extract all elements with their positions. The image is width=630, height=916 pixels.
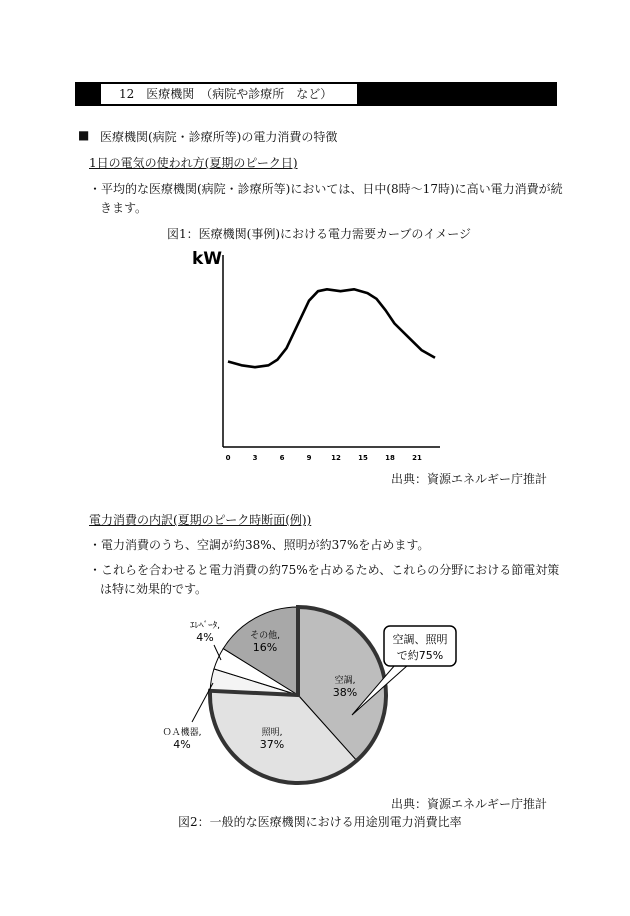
slice-label: 照明,: [261, 728, 283, 738]
callout-text: で約75%: [396, 649, 444, 662]
leader-line: [214, 645, 221, 660]
subheading-daily-usage: 1日の電気の使われ方(夏期のピーク日): [89, 156, 298, 170]
y-axis-label: kW: [192, 249, 223, 269]
source-1: 出典：資源エネルギー庁推計: [391, 472, 548, 486]
callout-text: 空調、照明: [392, 633, 448, 646]
slice-value: 38%: [332, 686, 358, 699]
section-title: 12 医療機関 （病院や診療所 など）: [101, 84, 357, 104]
figure-1-caption: 図1：医療機関(事例)における電力需要カーブのイメージ: [167, 227, 472, 241]
x-tick-label: 15: [358, 454, 368, 462]
paragraph-2: ・電力消費のうち、空調が約38%、照明が約37%を占めます。: [89, 538, 430, 552]
slice-value: 16%: [252, 641, 278, 654]
slice-label: 空調,: [334, 676, 356, 686]
x-tick-label: 9: [306, 454, 312, 462]
figure-2-caption: 図2：一般的な医療機関における用途別電力消費比率: [178, 815, 462, 829]
slice-value: 4%: [196, 631, 214, 644]
heading: 医療機関(病院・診療所等)の電力消費の特徴: [100, 130, 338, 144]
paragraph-1-line-2: きます。: [100, 201, 148, 215]
x-tick-label: 0: [225, 454, 231, 462]
paragraph-3-line-2: は特に効果的です。: [100, 582, 208, 596]
x-tick-label: 18: [385, 454, 395, 462]
source-2: 出典：資源エネルギー庁推計: [391, 797, 548, 811]
subheading-breakdown: 電力消費の内訳(夏期のピーク時断面(例)): [89, 513, 312, 527]
slice-label: ＯＡ機器,: [162, 728, 202, 738]
demand-curve: [228, 289, 435, 367]
slice-label: ｴﾚﾍﾞｰﾀ,: [190, 621, 220, 631]
paragraph-1-line-1: ・平均的な医療機関(病院・診療所等)においては、日中(8時～17時)に高い電力消費が続: [89, 182, 563, 196]
x-tick-label: 6: [279, 454, 285, 462]
paragraph-3-line-1: ・これらを合わせると電力消費の約75%を占めるため、これらの分野における節電対策: [89, 563, 560, 577]
slice-label: その他,: [250, 631, 280, 641]
x-tick-label: 3: [252, 454, 258, 462]
x-tick-label: 21: [412, 454, 422, 462]
slice-value: 37%: [259, 738, 285, 751]
heading-bullet: ■: [78, 128, 90, 142]
slice-value: 4%: [173, 738, 191, 751]
x-tick-label: 12: [331, 454, 341, 462]
